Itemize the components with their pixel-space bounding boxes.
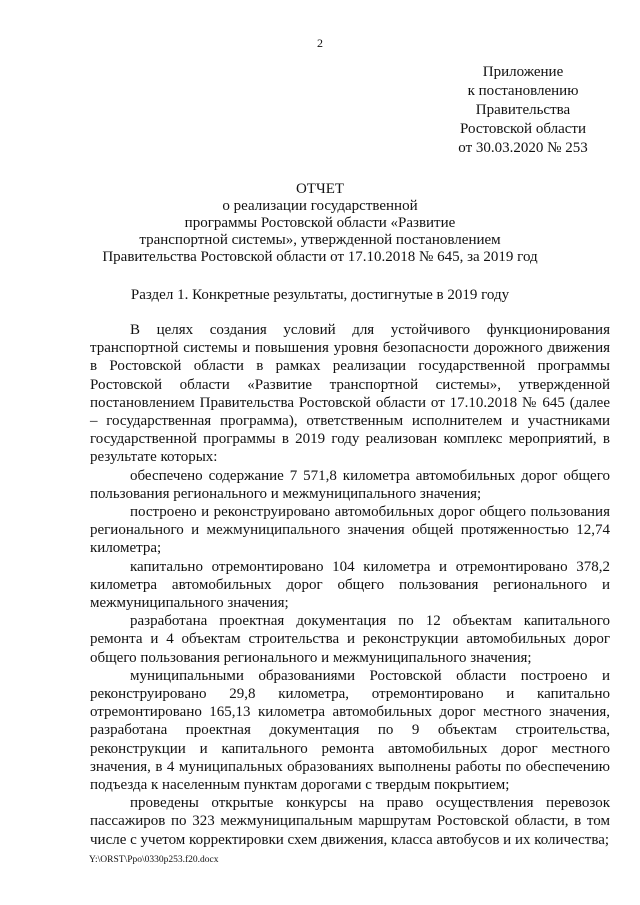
body-paragraph: капитально отремонтировано 104 километра и отремонтировано 378,2 километра автомобильных дорог общего пользования регионального и межмуниципального значения; xyxy=(90,558,610,612)
body-paragraph: разработана проектная документация по 12 объектам капитального ремонта и 4 объектам строительства и реконструкции автомобильных дорог общего пользования регионального и межмуниципального значения; xyxy=(90,613,610,666)
body-paragraph: проведены открытые конкурсы на право осуществления перевозок пассажиров по 323 межмуниципальным маршрутам Ростовской области, в том числе с учетом корректировки схем движения, класса автобусов и их количества; xyxy=(90,795,610,848)
report-title-line: программы Ростовской области «Развитие xyxy=(184,215,456,231)
report-body xyxy=(90,321,610,849)
appendix-line: Правительства xyxy=(475,102,571,118)
appendix-line: Ростовской области xyxy=(460,121,586,137)
appendix-block xyxy=(438,63,608,158)
appendix-line: Приложение xyxy=(482,64,564,80)
footer-file-path: Y:\ORST\Ppo\0330p253.f20.docx xyxy=(89,855,219,865)
body-paragraph: муниципальными образованиями Ростовской области построено и реконструировано 29,8 километра, отремонтировано и капитально отремонтировано 165,13 километра автомобильных дорог местного значения, разработана проектная документация по 9 объектам строительства, реконструкции и капитального ремонта автомобильных дорог местного значения, в 4 муниципальных образованиях выполнены работы по обеспечению подъезда к населенным пунктам дорогами с твердым покрытием; xyxy=(90,667,610,794)
report-title-line: Правительства Ростовской области от 17.10.2018 № 645, за 2019 год xyxy=(102,249,538,265)
report-heading: ОТЧЕТ xyxy=(295,181,345,197)
appendix-line: к постановлению xyxy=(467,83,579,99)
report-title-line: о реализации государственной xyxy=(222,198,418,214)
report-title-line: транспортной системы», утвержденной постановлением xyxy=(139,232,501,248)
body-paragraph: построено и реконструировано автомобильных дорог общего пользования регионального и межмуниципального значения общей протяженностью 12,74 километра; xyxy=(90,504,610,557)
section-title: Раздел 1. Конкретные результаты, достигнутые в 2019 году xyxy=(130,287,510,303)
report-title-block xyxy=(60,181,580,266)
body-paragraph: обеспечено содержание 7 571,8 километра автомобильных дорог общего пользования регионального и межмуниципального значения; xyxy=(90,467,610,502)
page-number: 2 xyxy=(317,36,323,50)
body-paragraph: В целях создания условий для устойчивого функционирования транспортной системы и повышения уровня безопасности дорожного движения в Ростовской области в рамках реализации государственной программы Ростовской области «Развитие транспортной системы», утвержденной постановлением Правительства Ростовской области от 17.10.2018 № 645 (далее – государственная программа), ответственным исполнителем и участниками государственной программы в 2019 году реализован комплекс мероприятий, в результате которых: xyxy=(90,322,610,466)
appendix-line: от 30.03.2020 № 253 xyxy=(458,140,588,156)
